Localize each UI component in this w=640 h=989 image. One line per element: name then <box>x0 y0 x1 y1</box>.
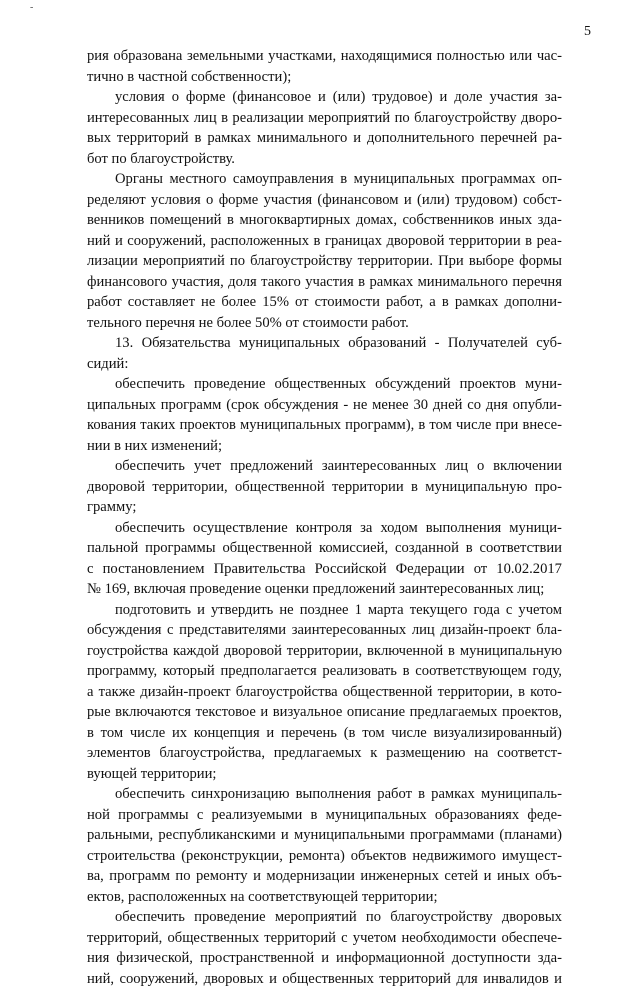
document-body <box>87 46 562 989</box>
text-line: ределяют условия о форме участия (финансовом и (или) трудовом) собст- <box>87 190 562 211</box>
text-line: обеспечить осуществление контроля за ходом выполнения муници- <box>87 518 562 539</box>
text-line: бот по благоустройству. <box>87 149 562 170</box>
text-line: обеспечить учет предложений заинтересованных лиц о включении <box>87 456 562 477</box>
text-line: элементов благоустройства, предлагаемых к размещению на соответст- <box>87 743 562 764</box>
text-line: обеспечить проведение общественных обсуждений проектов муни- <box>87 374 562 395</box>
text-line: с постановлением Правительства Российской Федерации от 10.02.2017 <box>87 559 562 580</box>
text-line: подготовить и утвердить не позднее 1 марта текущего года с учетом <box>87 600 562 621</box>
text-line: интересованных лиц в реализации мероприятий по благоустройству дворо- <box>87 108 562 129</box>
text-line: ва, программ по ремонту и модернизации инженерных сетей и иных объ- <box>87 866 562 887</box>
text-line: работ составляет не более 15% от стоимости работ, а в рамках дополни- <box>87 292 562 313</box>
text-line: Органы местного самоуправления в муниципальных программах оп- <box>87 169 562 190</box>
text-line: пальной программы общественной комиссией, созданной в соответствии <box>87 538 562 559</box>
text-line: условия о форме (финансовое и (или) трудовое) и доле участия за- <box>87 87 562 108</box>
text-line: ний и сооружений, расположенных в границах дворовой территории в реа- <box>87 231 562 252</box>
text-line: гоустройства каждой дворовой территории, включенной в муниципальную <box>87 641 562 662</box>
text-line: тично в частной собственности); <box>87 67 562 88</box>
text-line: ний, сооружений, дворовых и общественных территорий для инвалидов и <box>87 969 562 989</box>
text-line: грамму; <box>87 497 562 518</box>
text-line: вующей территории; <box>87 764 562 785</box>
text-line: в том числе их концепция и перечень (в том числе визуализированный) <box>87 723 562 744</box>
text-line: ципальных программ (срок обсуждения - не менее 30 дней со дня опубли- <box>87 395 562 416</box>
text-line: обеспечить синхронизацию выполнения работ в рамках муниципаль- <box>87 784 562 805</box>
text-line: программу, который предполагается реализовать в соответствующем году, <box>87 661 562 682</box>
text-line: рия образована земельными участками, находящимися полностью или час- <box>87 46 562 67</box>
text-line: 13. Обязательства муниципальных образований - Получателей суб- <box>87 333 562 354</box>
text-line: ектов, расположенных на соответствующей территории; <box>87 887 562 908</box>
scan-mark: - <box>30 2 33 13</box>
text-line: обеспечить проведение мероприятий по благоустройству дворовых <box>87 907 562 928</box>
text-line: венников помещений в многоквартирных домах, собственников иных зда- <box>87 210 562 231</box>
text-line: а также дизайн-проект благоустройства общественной территории, в кото- <box>87 682 562 703</box>
text-line: лизации мероприятий по благоустройству территории. При выборе формы <box>87 251 562 272</box>
text-line: кования таких проектов муниципальных программ), в том числе при внесе- <box>87 415 562 436</box>
text-line: № 169, включая проведение оценки предложений заинтересованных лиц; <box>87 579 562 600</box>
text-line: обсуждения с представителями заинтересованных лиц дизайн-проект бла- <box>87 620 562 641</box>
text-line: ния физической, пространственной и информационной доступности зда- <box>87 948 562 969</box>
page-number: 5 <box>584 24 591 40</box>
text-line: нии в них изменений; <box>87 436 562 457</box>
text-line: дворовой территории, общественной территории в муниципальную про- <box>87 477 562 498</box>
text-line: ной программы с реализуемыми в муниципальных образованиях феде- <box>87 805 562 826</box>
text-line: строительства (реконструкции, ремонта) объектов недвижимого имущест- <box>87 846 562 867</box>
text-line: территорий, общественных территорий с учетом необходимости обеспече- <box>87 928 562 949</box>
text-line: ральными, республиканскими и муниципальными программами (планами) <box>87 825 562 846</box>
text-line: сидий: <box>87 354 562 375</box>
text-line: рые включаются текстовое и визуальное описание предлагаемых проектов, <box>87 702 562 723</box>
text-line: вых территорий в рамках минимального и дополнительного перечней ра- <box>87 128 562 149</box>
text-line: финансового участия, доля такого участия в рамках минимального перечня <box>87 272 562 293</box>
text-line: тельного перечня не более 50% от стоимости работ. <box>87 313 562 334</box>
